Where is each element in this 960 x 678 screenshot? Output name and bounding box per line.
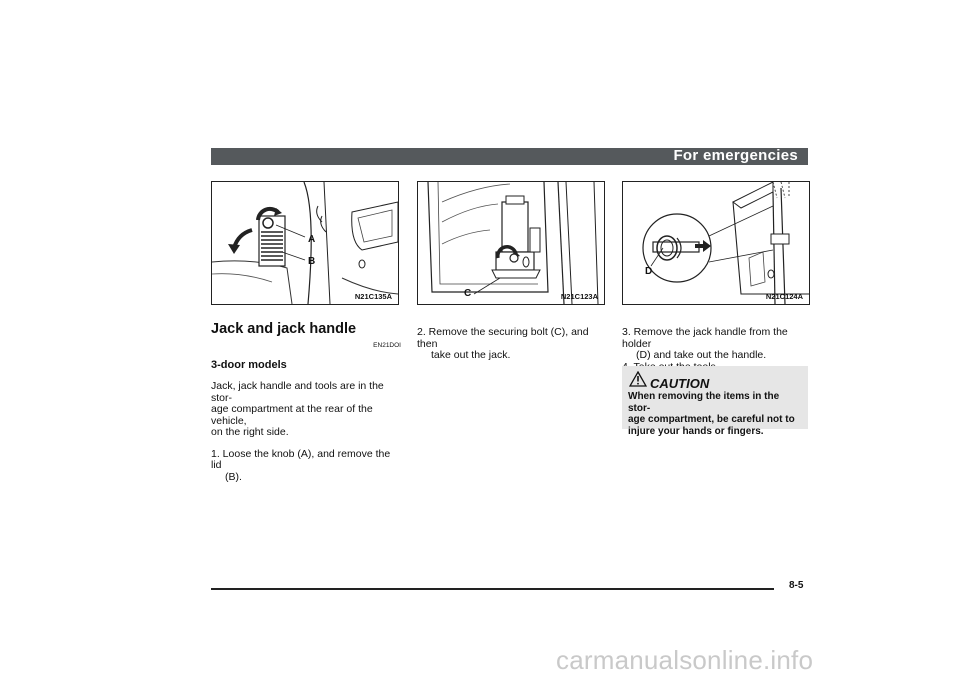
footer-rule xyxy=(211,588,774,590)
handle-holder-illustration xyxy=(623,182,809,304)
figure-code: N21C123A xyxy=(560,292,598,301)
step-2-line-1: 2. Remove the securing bolt (C), and then xyxy=(417,326,589,350)
caution-text xyxy=(628,391,804,437)
figure-handle-holder xyxy=(622,181,810,305)
step-1-line-2: (B). xyxy=(225,470,242,483)
page-number: 8-5 xyxy=(789,580,804,591)
figure-label-d: D xyxy=(645,266,653,277)
caution-line-2: age compartment, be careful not to xyxy=(628,414,795,425)
step-3-line-2: (D) and take out the handle. xyxy=(636,349,767,361)
step-2-line-2: take out the jack. xyxy=(431,349,511,361)
intro-line-3: on the right side. xyxy=(211,426,289,438)
figure-label-c: C xyxy=(464,288,472,299)
intro-line-1: Jack, jack handle and tools are in the stor- xyxy=(211,380,384,404)
intro-line-2: age compartment at the rear of the vehicle, xyxy=(211,403,373,427)
step-1-line-1: 1. Loose the knob (A), and remove the lid xyxy=(211,447,391,471)
watermark: carmanualsonline.info xyxy=(556,645,814,675)
warning-triangle-icon xyxy=(629,371,647,387)
caution-title: CAUTION xyxy=(650,376,710,391)
column-left xyxy=(211,321,401,483)
step-3-line-1: 3. Remove the jack handle from the holder xyxy=(622,326,788,350)
knob-lid-illustration xyxy=(212,182,398,304)
column-middle xyxy=(417,327,609,362)
figure-label-a: A xyxy=(308,234,316,245)
caution-line-1: When removing the items in the stor- xyxy=(628,391,780,414)
caution-line-3: injure your hands or fingers. xyxy=(628,425,764,437)
jack-illustration xyxy=(418,182,604,304)
figure-knob-lid xyxy=(211,181,399,305)
section-header-title: For emergencies xyxy=(673,147,798,164)
figure-code: N21C135A xyxy=(354,292,392,301)
figure-label-b: B xyxy=(308,256,316,267)
figure-code: N21C124A xyxy=(765,292,803,301)
section-subtitle: 3-door models xyxy=(211,358,287,371)
caution-box xyxy=(622,366,808,437)
section-title: Jack and jack handle xyxy=(211,321,357,337)
section-code: EN21DOI xyxy=(373,342,401,349)
section-header-bar xyxy=(211,148,808,165)
figure-jack-bolt xyxy=(417,181,605,305)
